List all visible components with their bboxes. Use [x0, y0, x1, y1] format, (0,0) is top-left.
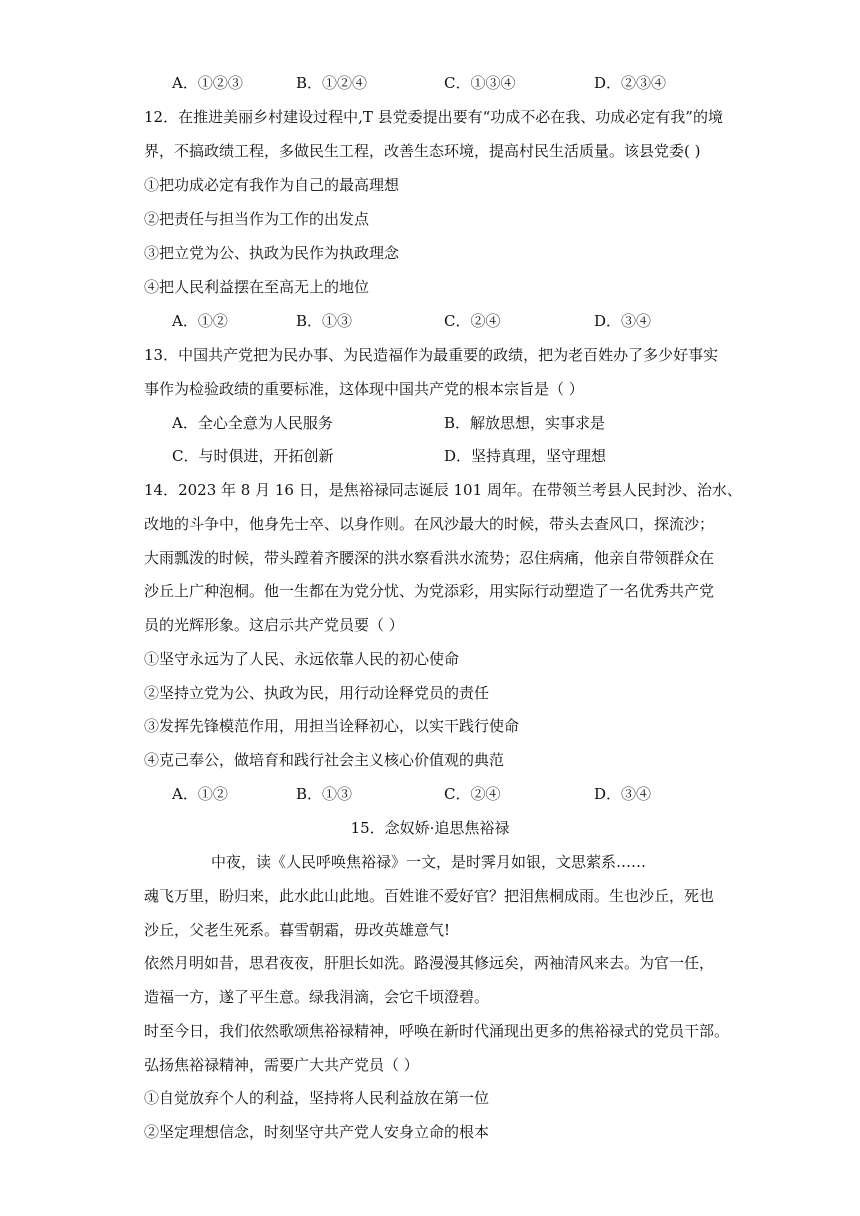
q13-option-b: B．解放思想，实事求是 — [444, 414, 606, 432]
q15-poem-line-1: 魂飞万里，盼归来，此水此山此地。百姓谁不爱好官？把泪焦桐成雨。生也沙丘，死也 — [144, 887, 715, 905]
q11-option-b: B．①②④ — [296, 74, 368, 92]
q14-option-d: D．③④ — [594, 785, 652, 803]
q12-option-c: C．②④ — [444, 312, 501, 330]
q15-title: 15．念奴娇·追思焦裕禄 — [350, 819, 510, 837]
q13-stem-line-2: 事作为检验政绩的重要标准，这体现中国共产党的根本宗旨是（ ） — [144, 380, 584, 398]
q14-statement-2: ②坚持立党为公、执政为民，用行动诠释党员的责任 — [144, 684, 490, 702]
q14-stem-line-5: 员的光辉形象。这启示共产党员要（ ） — [144, 616, 404, 634]
q13-option-c: C．与时俱进，开拓创新 — [172, 447, 334, 465]
q15-poem-preface: 中夜，读《人民呼唤焦裕禄》一文，是时霁月如银，文思萦系…… — [211, 853, 647, 871]
q14-stem-line-4: 沙丘上广种泡桐。他一生都在为党分忧、为党添彩，用实际行动塑造了一名优秀共产党 — [144, 582, 715, 600]
q12-statement-1: ①把功成必定有我作为自己的最高理想 — [144, 176, 400, 194]
q14-option-b: B．①③ — [296, 785, 353, 803]
q11-option-a: A．①②③ — [172, 74, 243, 92]
q13-stem-line-1: 13．中国共产党把为民办事、为民造福作为最重要的政绩，把为老百姓办了多少好事实 — [144, 346, 719, 364]
q15-statement-2: ②坚定理想信念，时刻坚守共产党人安身立命的根本 — [144, 1123, 490, 1141]
q14-stem-line-2: 改地的斗争中，他身先士卒、以身作则。在风沙最大的时候，带头去查风口，探流沙； — [144, 515, 715, 533]
q15-poem-line-2: 沙丘，父老生死系。暮雪朝霜，毋改英雄意气! — [144, 921, 451, 939]
q15-stem-line-1: 时至今日，我们依然歌颂焦裕禄精神，呼唤在新时代涌现出更多的焦裕禄式的党员干部。 — [144, 1022, 730, 1040]
q15-poem-line-3: 依然月明如昔，思君夜夜，肝胆长如洗。路漫漫其修远矣，两袖清风来去。为官一任， — [144, 954, 715, 972]
q14-statement-3: ③发挥先锋模范作用，用担当诠释初心，以实干践行使命 — [144, 717, 520, 735]
q11-option-c: C．①③④ — [444, 74, 516, 92]
q14-option-c: C．②④ — [444, 785, 501, 803]
q12-statement-3: ③把立党为公、执政为民作为执政理念 — [144, 244, 400, 262]
q13-option-d: D．坚持真理，坚守理想 — [444, 447, 607, 465]
q12-option-d: D．③④ — [594, 312, 652, 330]
q12-option-b: B．①③ — [296, 312, 353, 330]
q12-statement-2: ②把责任与担当作为工作的出发点 — [144, 210, 370, 228]
q15-poem-line-4: 造福一方，遂了平生意。绿我涓滴，会它千顷澄碧。 — [144, 988, 490, 1006]
q14-statement-1: ①坚守永远为了人民、永远依靠人民的初心使命 — [144, 650, 460, 668]
q14-statement-4: ④克己奉公，做培育和践行社会主义核心价值观的典范 — [144, 751, 505, 769]
q14-stem-line-1: 14．2023 年 8 月 16 日，是焦裕禄同志诞辰 101 周年。在带领兰考县人民封沙、治水、 — [144, 481, 742, 499]
q15-statement-1: ①自觉放弃个人的利益，坚持将人民利益放在第一位 — [144, 1089, 490, 1107]
q12-stem-line-1: 12．在推进美丽乡村建设过程中,T 县党委提出要有“功成不必在我、功成必定有我”的境 — [144, 108, 723, 126]
q15-stem-line-2: 弘扬焦裕禄精神，需要广大共产党员（ ） — [144, 1056, 419, 1074]
q12-stem-line-2: 界，不搞政绩工程，多做民生工程，改善生态环境，提高村民生活质量。该县党委( ) — [144, 142, 701, 160]
q14-option-a: A．①② — [172, 785, 228, 803]
q12-option-a: A．①② — [172, 312, 228, 330]
q14-stem-line-3: 大雨瓢泼的时候，带头蹚着齐腰深的洪水察看洪水流势；忍住病痛，他亲自带领群众在 — [144, 549, 715, 567]
q13-option-a: A．全心全意为人民服务 — [172, 414, 333, 432]
q11-option-d: D．②③④ — [594, 74, 667, 92]
q12-statement-4: ④把人民利益摆在至高无上的地位 — [144, 278, 370, 296]
